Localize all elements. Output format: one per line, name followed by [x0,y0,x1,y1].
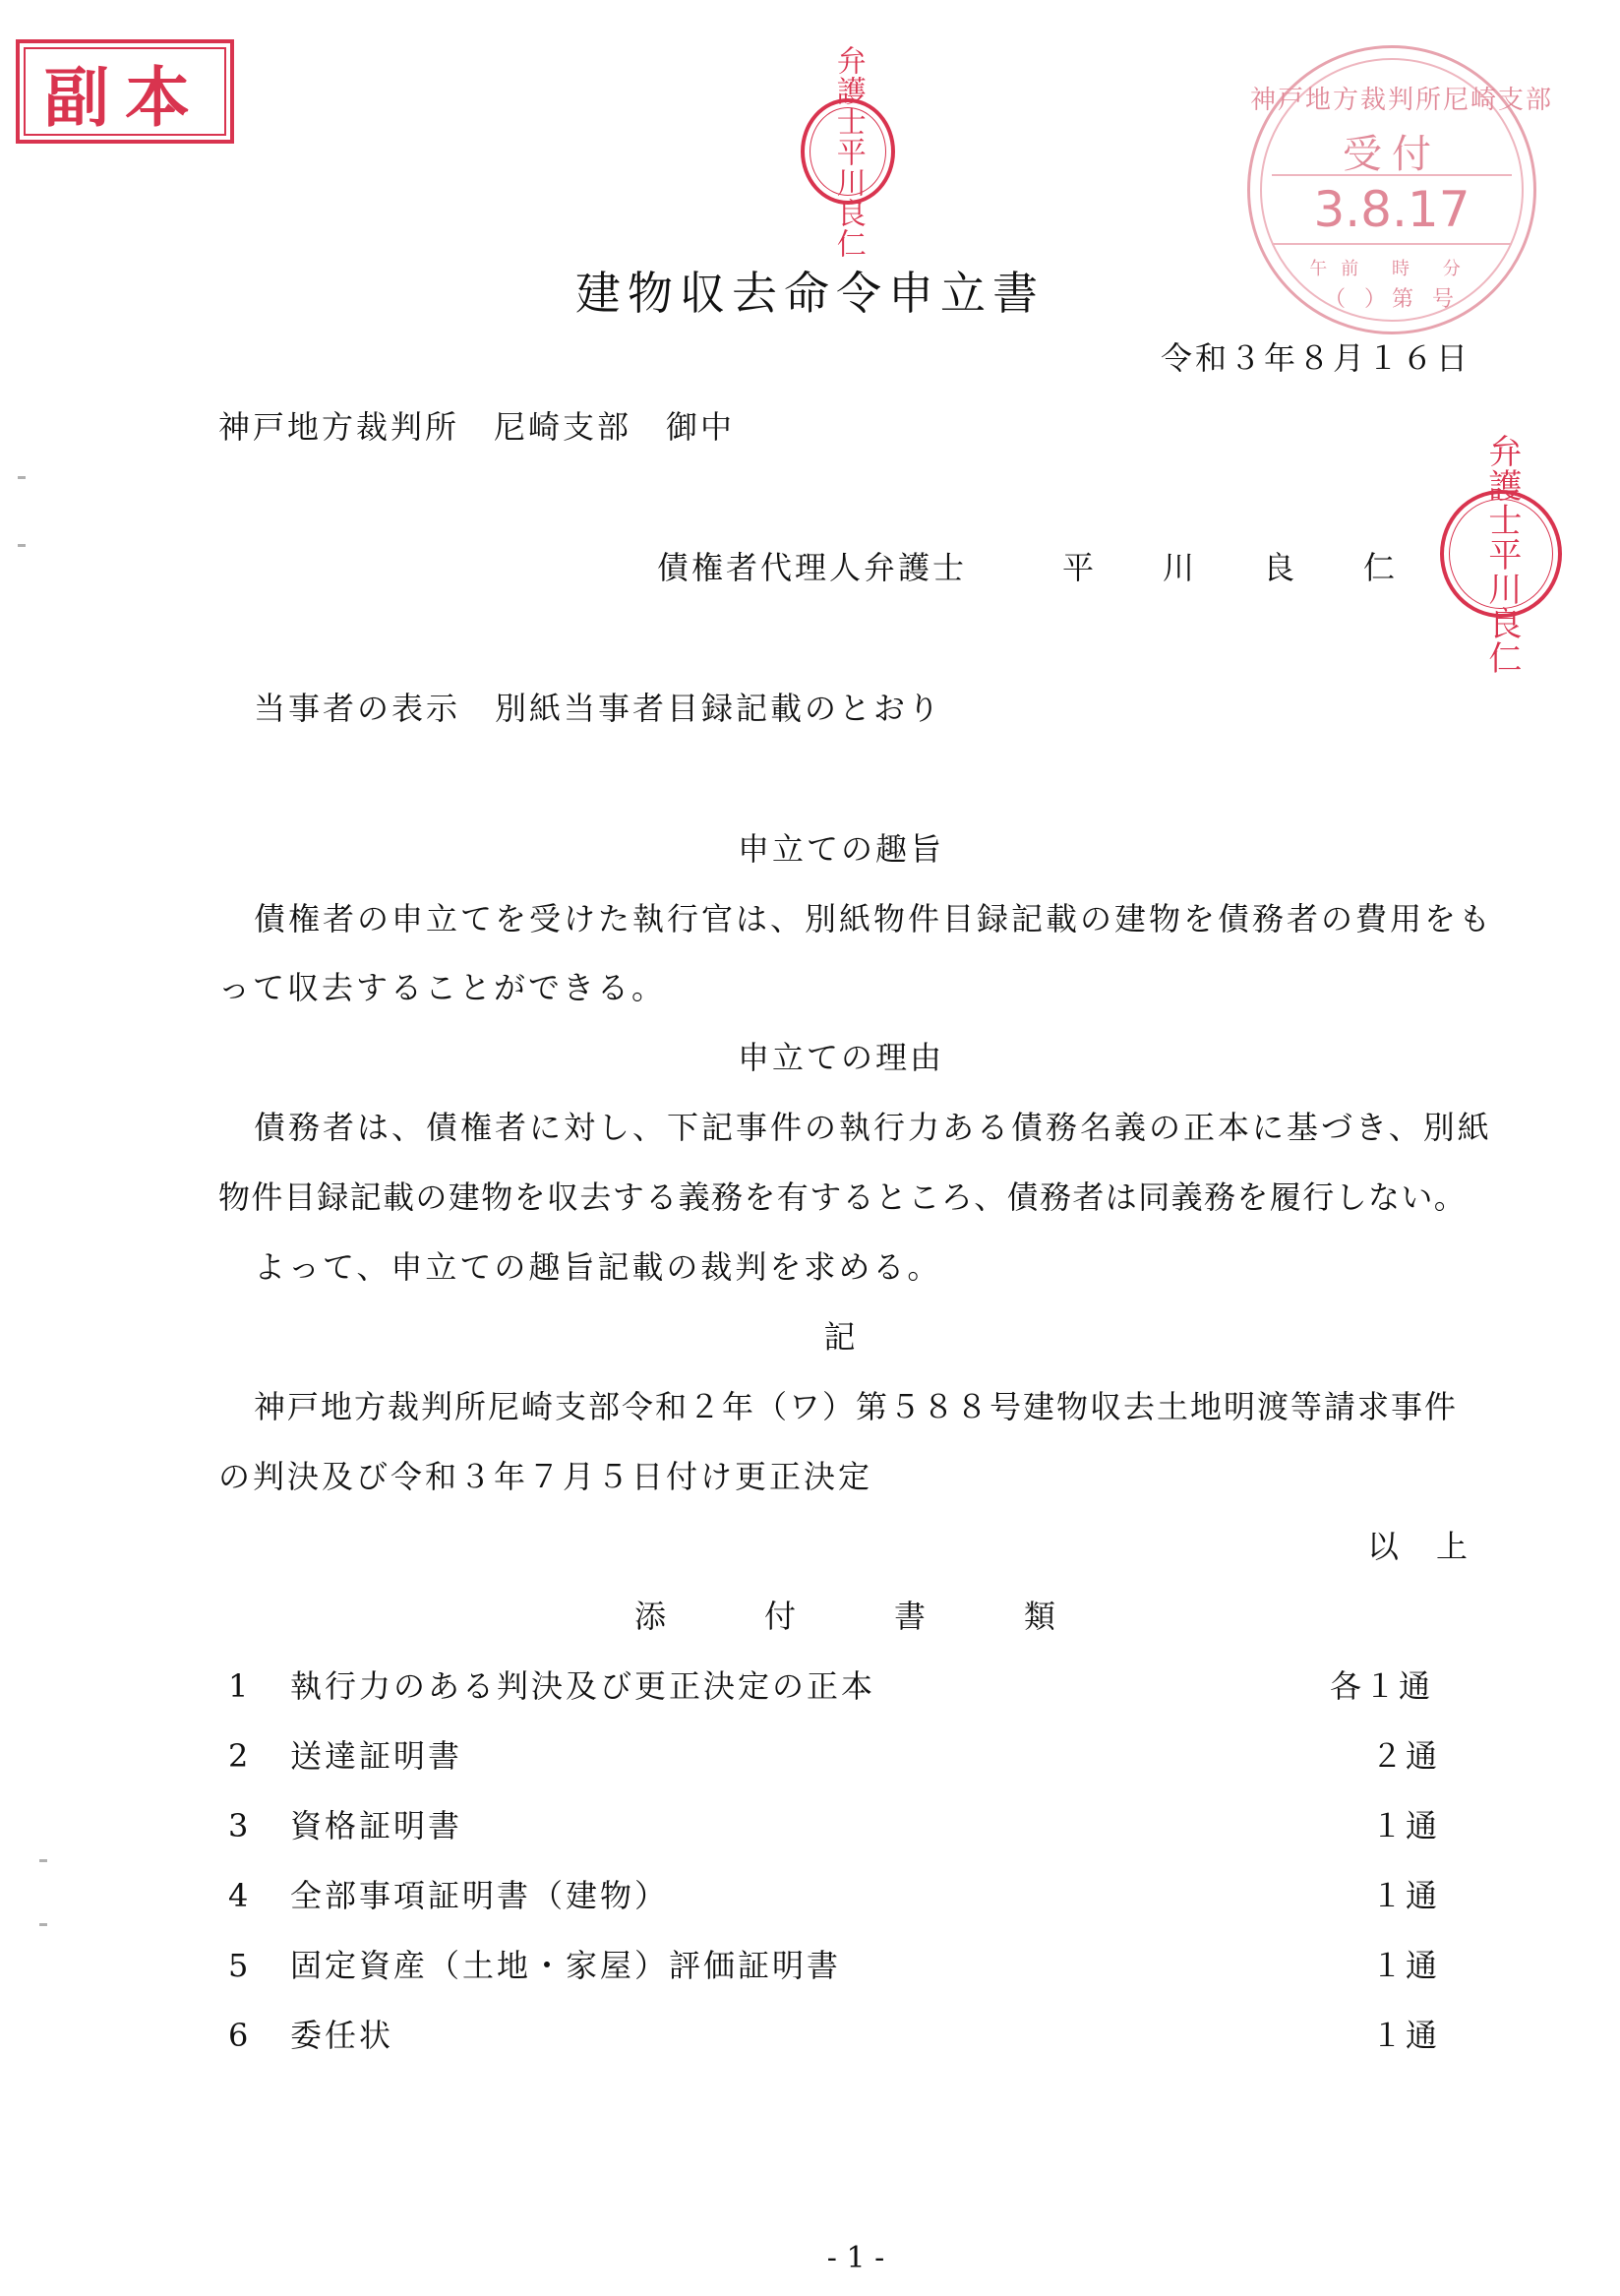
stamp-court-name: 神戸地方裁判所尼崎支部 [1250,86,1554,115]
scan-mark [39,1923,47,1926]
attachment-count: ２通 [1371,1737,1441,1775]
reason-line-3: よって、申立ての趣旨記載の裁判を求める。 [254,1248,942,1286]
case-line-1: 神戸地方裁判所尼崎支部令和２年（ワ）第５８８号建物収去土地明渡等請求事件 [254,1388,1459,1425]
document-title: 建物収去命令申立書 [575,267,1045,320]
purpose-heading: 申立ての趣旨 [737,830,944,868]
attorney-seal-top: 弁護士平川良仁 [801,98,895,205]
stamp-date: 3.8.17 [1272,174,1512,245]
attachment-no: 4 [228,1877,252,1914]
attachment-no: 6 [228,2017,252,2054]
attachments-heading-char: 類 [1024,1598,1059,1635]
parties-line: 当事者の表示 別紙当事者目録記載のとおり [254,690,943,727]
attachment-count: １通 [1371,1807,1441,1844]
attachments-heading-char: 書 [894,1598,930,1635]
purpose-line-2: って収去することができる。 [218,969,667,1006]
stamp-time-labels: 午前 時 分 [1309,259,1474,279]
ki-heading: 記 [823,1318,859,1356]
page-number: - 1 - [826,2241,885,2275]
attachment-name: 委任状 [290,2017,394,2054]
document-date: 令和３年８月１６日 [1161,339,1471,377]
attachment-no: 5 [228,1947,252,1984]
reason-line-1: 債務者は、債権者に対し、下記事件の執行力ある債務名義の正本に基づき、別紙 [254,1109,1492,1146]
agent-name-char: 川 [1163,549,1198,586]
attachment-no: 2 [228,1737,252,1775]
addressee: 神戸地方裁判所 尼崎支部 御中 [218,408,736,446]
attachments-heading-char: 添 [634,1598,670,1635]
copy-stamp: 副本 [16,39,234,144]
agent-name-char: 良 [1263,549,1298,586]
ijou: 以 上 [1367,1528,1471,1565]
scan-mark [18,544,26,547]
attachment-name: 執行力のある判決及び更正決定の正本 [290,1667,876,1705]
reason-line-2: 物件目録記載の建物を収去する義務を有するところ、債務者は同義務を履行しない。 [218,1178,1468,1216]
attachment-no: 3 [228,1807,252,1844]
scan-mark [18,476,26,479]
attachment-name: 固定資産（土地・家屋）評価証明書 [290,1947,842,1984]
attachment-name: 送達証明書 [290,1737,463,1775]
stamp-number-label: （ ）第 号 [1324,287,1460,312]
purpose-line-1: 債権者の申立てを受けた執行官は、別紙物件目録記載の建物を債務者の費用をも [254,900,1494,937]
agent-role: 債権者代理人弁護士 [657,549,968,586]
agent-name-char: 仁 [1363,549,1399,586]
agent-name-char: 平 [1062,549,1098,586]
reason-heading: 申立ての理由 [737,1039,944,1076]
attachment-name: 全部事項証明書（建物） [290,1877,670,1914]
scan-mark [39,1859,47,1862]
attachments-heading-char: 付 [764,1598,800,1635]
attachment-count: 各１通 [1330,1667,1434,1705]
attachment-no: 1 [228,1667,252,1705]
attachment-count: １通 [1371,1877,1441,1914]
stamp-received-label: 受付 [1343,132,1441,177]
attachment-name: 資格証明書 [290,1807,463,1844]
attachment-count: １通 [1371,2017,1441,2054]
attorney-seal-side: 弁護士平川良仁 [1440,490,1562,618]
case-line-2: の判決及び令和３年７月５日付け更正決定 [218,1458,873,1495]
attachment-count: １通 [1371,1947,1441,1984]
